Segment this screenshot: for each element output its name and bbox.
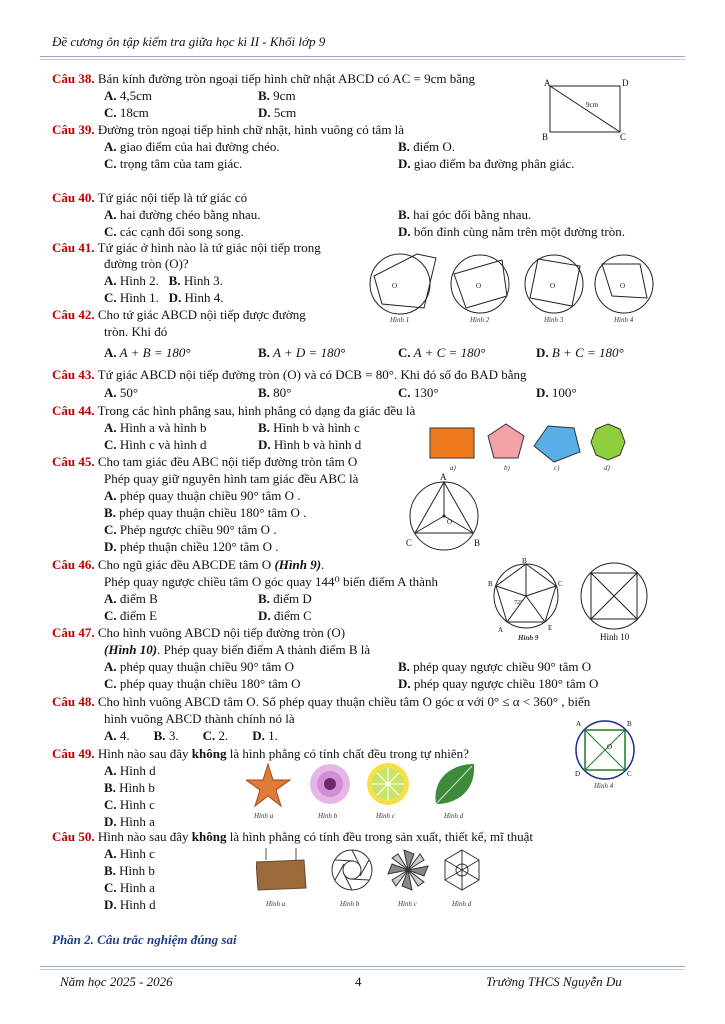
q50-option-b: B. Hình b [104, 863, 155, 878]
svg-text:O: O [620, 282, 626, 290]
svg-text:D: D [622, 78, 629, 88]
orange-rectangle-shape [430, 428, 474, 458]
footer-school: Trường THCS Nguyễn Du [486, 974, 622, 989]
q50-option-c: C. Hình a [104, 880, 155, 895]
q45-option-d: D. phép thuận chiều 120° tâm O . [104, 539, 279, 554]
svg-text:Hình c: Hình c [376, 812, 395, 820]
square-abcd-figure [570, 716, 640, 792]
q41-options-ab: A. Hình 2. B. Hình 3. [104, 273, 223, 288]
q46-option-b: B. điểm D [258, 591, 312, 606]
svg-text:Hình a: Hình a [266, 900, 286, 908]
svg-text:72°: 72° [514, 600, 523, 606]
svg-text:O: O [447, 518, 453, 526]
svg-text:A: A [544, 78, 551, 88]
svg-text:Hình 4: Hình 4 [614, 316, 634, 324]
svg-text:9cm: 9cm [586, 101, 599, 109]
q39-option-a: A. giao điểm của hai đường chéo. [104, 139, 280, 154]
svg-text:Hình 2: Hình 2 [470, 316, 490, 324]
starfish-image [246, 764, 290, 806]
q38-option-a: A. 4,5cm [104, 88, 153, 103]
svg-text:Hình b: Hình b [340, 900, 360, 908]
q47-option-d: D. phép quay ngược chiều 180° tâm O [398, 676, 599, 691]
design-images-figure [256, 846, 492, 910]
q50-option-d: D. Hình d [104, 897, 156, 912]
question-39: Câu 39. Đường tròn ngoại tiếp hình chữ nhật, hình vuông có tâm là [52, 122, 405, 137]
svg-text:a): a) [450, 464, 456, 472]
green-octagon-shape [591, 424, 625, 460]
q39-option-b: B. điểm O. [398, 139, 456, 154]
equilateral-triangle-figure [402, 472, 486, 556]
svg-text:A: A [440, 472, 447, 482]
q40-option-d: D. bốn đỉnh cùng nằm trên một đường tròn. [398, 224, 625, 239]
nature-images-figure [246, 760, 486, 822]
q49-option-c: C. Hình c [104, 797, 155, 812]
q44-option-d: D. Hình b và hình d [258, 437, 362, 452]
svg-text:E: E [548, 624, 553, 632]
svg-text:B: B [522, 558, 527, 565]
question-45: Câu 45. Cho tam giác đều ABC nội tiếp đường tròn tâm O [52, 454, 358, 469]
q42-option-a: A. A + B = 180° [104, 345, 191, 360]
svg-text:B: B [474, 538, 481, 548]
footer-rule-thin [40, 969, 685, 970]
svg-text:Hình 4: Hình 4 [594, 782, 614, 790]
svg-text:Hình 1: Hình 1 [390, 316, 410, 324]
svg-text:O: O [476, 282, 482, 290]
question-42: Câu 42. Cho tứ giác ABCD nội tiếp được đường [52, 307, 306, 322]
part-2-heading: Phần 2. Câu trắc nghiệm đúng sai [52, 932, 237, 947]
svg-text:Hình 3: Hình 3 [544, 316, 564, 324]
question-45-line2: Phép quay giữ nguyên hình tam giác đều ABC là [104, 471, 359, 486]
footer-year: Năm học 2025 - 2026 [60, 974, 173, 989]
question-48: Câu 48. Cho hình vuông ABCD tâm O. Số phép quay thuận chiều tâm O góc α với 0° ≤ α < 360° , biến [52, 694, 591, 709]
svg-text:A: A [576, 720, 582, 728]
svg-text:Hình b: Hình b [318, 812, 338, 820]
q47-option-c: C. phép quay thuận chiều 180° tâm O [104, 676, 301, 691]
q49-option-b: B. Hình b [104, 780, 155, 795]
svg-text:C: C [558, 580, 563, 588]
q38-option-d: D. 5cm [258, 105, 297, 120]
header-rule-thin [40, 59, 685, 60]
q41-options-cd: C. Hình 1. D. Hình 4. [104, 290, 224, 305]
q42-option-d: D. B + C = 180° [536, 345, 624, 360]
leaf-image [435, 764, 474, 804]
q44-option-b: B. Hình b và hình c [258, 420, 360, 435]
q43-option-b: B. 80° [258, 385, 292, 400]
svg-text:C: C [406, 538, 413, 548]
q38-option-b: B. 9cm [258, 88, 296, 103]
q45-option-a: A. phép quay thuận chiều 90° tâm O . [104, 488, 301, 503]
q46-option-a: A. điểm B [104, 591, 158, 606]
question-42-line2: tròn. Khi đó [104, 324, 168, 339]
camera-aperture-image [332, 850, 372, 890]
svg-text:B: B [488, 580, 493, 588]
svg-text:Hình 10: Hình 10 [600, 632, 630, 642]
q40-option-b: B. hai góc đối bằng nhau. [398, 207, 532, 222]
question-40: Câu 40. Tứ giác nội tiếp là tứ giác có [52, 190, 248, 205]
question-48-line2: hình vuông ABCD thành chính nó là [104, 711, 295, 726]
svg-text:B: B [627, 720, 632, 728]
wooden-sign-image [256, 848, 306, 890]
svg-text:Hình a: Hình a [254, 812, 274, 820]
question-38: Câu 38. Bán kính đường tròn ngoại tiếp hình chữ nhật ABCD có AC = 9cm bằng [52, 71, 475, 86]
svg-text:Hình c: Hình c [398, 900, 417, 908]
q40-option-c: C. các cạnh đối song song. [104, 224, 244, 239]
q43-option-d: D. 100° [536, 385, 577, 400]
q45-option-b: B. phép quay thuận chiều 180° tâm O . [104, 505, 307, 520]
hinh-10-figure [581, 563, 647, 642]
svg-text:b): b) [504, 464, 510, 472]
star-pattern-image [445, 850, 479, 890]
svg-text:C: C [627, 770, 632, 778]
page-header-title: Đề cương ôn tập kiểm tra giữa học kì II - Khối lớp 9 [52, 34, 326, 49]
q47-option-a: A. phép quay thuận chiều 90° tâm O [104, 659, 295, 674]
q42-option-b: B. A + D = 180° [258, 345, 346, 360]
question-41-line2: đường tròn (O)? [104, 256, 189, 271]
svg-text:B: B [542, 132, 549, 142]
q46-option-d: D. điểm C [258, 608, 312, 623]
lemon-slice-image [367, 763, 409, 805]
q38-option-c: C. 18cm [104, 105, 149, 120]
svg-text:Hình 9: Hình 9 [518, 634, 539, 642]
q49-option-a: A. Hình d [104, 763, 156, 778]
hinh-4-figure [595, 255, 653, 324]
q39-option-c: C. trọng tâm của tam giác. [104, 156, 243, 171]
question-47-line2: (Hình 10). Phép quay biến điểm A thành điểm B là [104, 642, 371, 657]
q44-option-c: C. Hình c và hình d [104, 437, 207, 452]
svg-text:O: O [392, 282, 398, 290]
header-rule [40, 56, 685, 57]
q44-option-a: A. Hình a và hình b [104, 420, 207, 435]
question-43: Câu 43. Tứ giác ABCD nội tiếp đường tròn (O) và có DCB = 80°. Khi đó số đo BAD bằng [52, 367, 527, 382]
q46-option-c: C. điểm E [104, 608, 158, 623]
q39-option-d: D. giao điểm ba đường phân giác. [398, 156, 575, 171]
svg-text:d): d) [604, 464, 610, 472]
question-50: Câu 50. Hình nào sau đây không là hình phẳng có tính đều trong sản xuất, thiết kế, mĩ thuật [52, 829, 533, 844]
hinh-2-figure [451, 255, 509, 324]
q50-option-a: A. Hình c [104, 846, 155, 861]
hinh-1-figure [370, 254, 436, 324]
q47-option-b: B. phép quay ngược chiều 90° tâm O [398, 659, 592, 674]
inscribed-quadrilaterals-figure [362, 246, 660, 326]
svg-text:A: A [498, 626, 504, 634]
pentagon-square-figure [484, 558, 656, 644]
question-46: Câu 46. Cho ngũ giác đều ABCDE tâm O (Hình 9). [52, 557, 325, 572]
svg-text:D: D [575, 770, 581, 778]
question-46-line2: Phép quay ngược chiều tâm O góc quay 144⁰ biến điểm A thành [104, 574, 438, 589]
q45-option-c: C. Phép ngược chiều 90° tâm O . [104, 522, 277, 537]
hinh-9-figure [488, 558, 563, 642]
q48-options: A. 4. B. 3. C. 2. D. 1. [104, 728, 278, 743]
svg-text:c): c) [554, 464, 560, 472]
q49-option-d: D. Hình a [104, 814, 155, 829]
question-47: Câu 47. Cho hình vuông ABCD nội tiếp đường tròn (O) [52, 625, 346, 640]
question-41: Câu 41. Tứ giác ở hình nào là tứ giác nội tiếp trong [52, 240, 321, 255]
polygon-shapes-figure [426, 418, 638, 472]
svg-text:C: C [620, 132, 627, 142]
svg-text:Hình d: Hình d [444, 812, 464, 820]
q43-option-a: A. 50° [104, 385, 139, 400]
q40-option-a: A. hai đường chéo bằng nhau. [104, 207, 261, 222]
hinh-3-figure [525, 255, 583, 324]
question-44: Câu 44. Trong các hình phẳng sau, hình phẳng có dạng đa giác đều là [52, 403, 416, 418]
blue-pentagon-shape [534, 426, 580, 462]
flower-image [310, 764, 350, 804]
pink-pentagon-shape [488, 424, 524, 458]
footer-rule [40, 966, 685, 967]
footer-page-number: 4 [355, 974, 362, 989]
svg-text:Hình d: Hình d [452, 900, 472, 908]
svg-text:O: O [607, 743, 613, 751]
pinwheel-image [388, 850, 428, 890]
q43-option-c: C. 130° [398, 385, 439, 400]
rectangle-abcd-figure [540, 76, 640, 144]
question-49: Câu 49. Hình nào sau đây không là hình phẳng có tính chất đều trong tự nhiên? [52, 746, 469, 761]
q42-option-c: C. A + C = 180° [398, 345, 486, 360]
svg-text:O: O [550, 282, 556, 290]
